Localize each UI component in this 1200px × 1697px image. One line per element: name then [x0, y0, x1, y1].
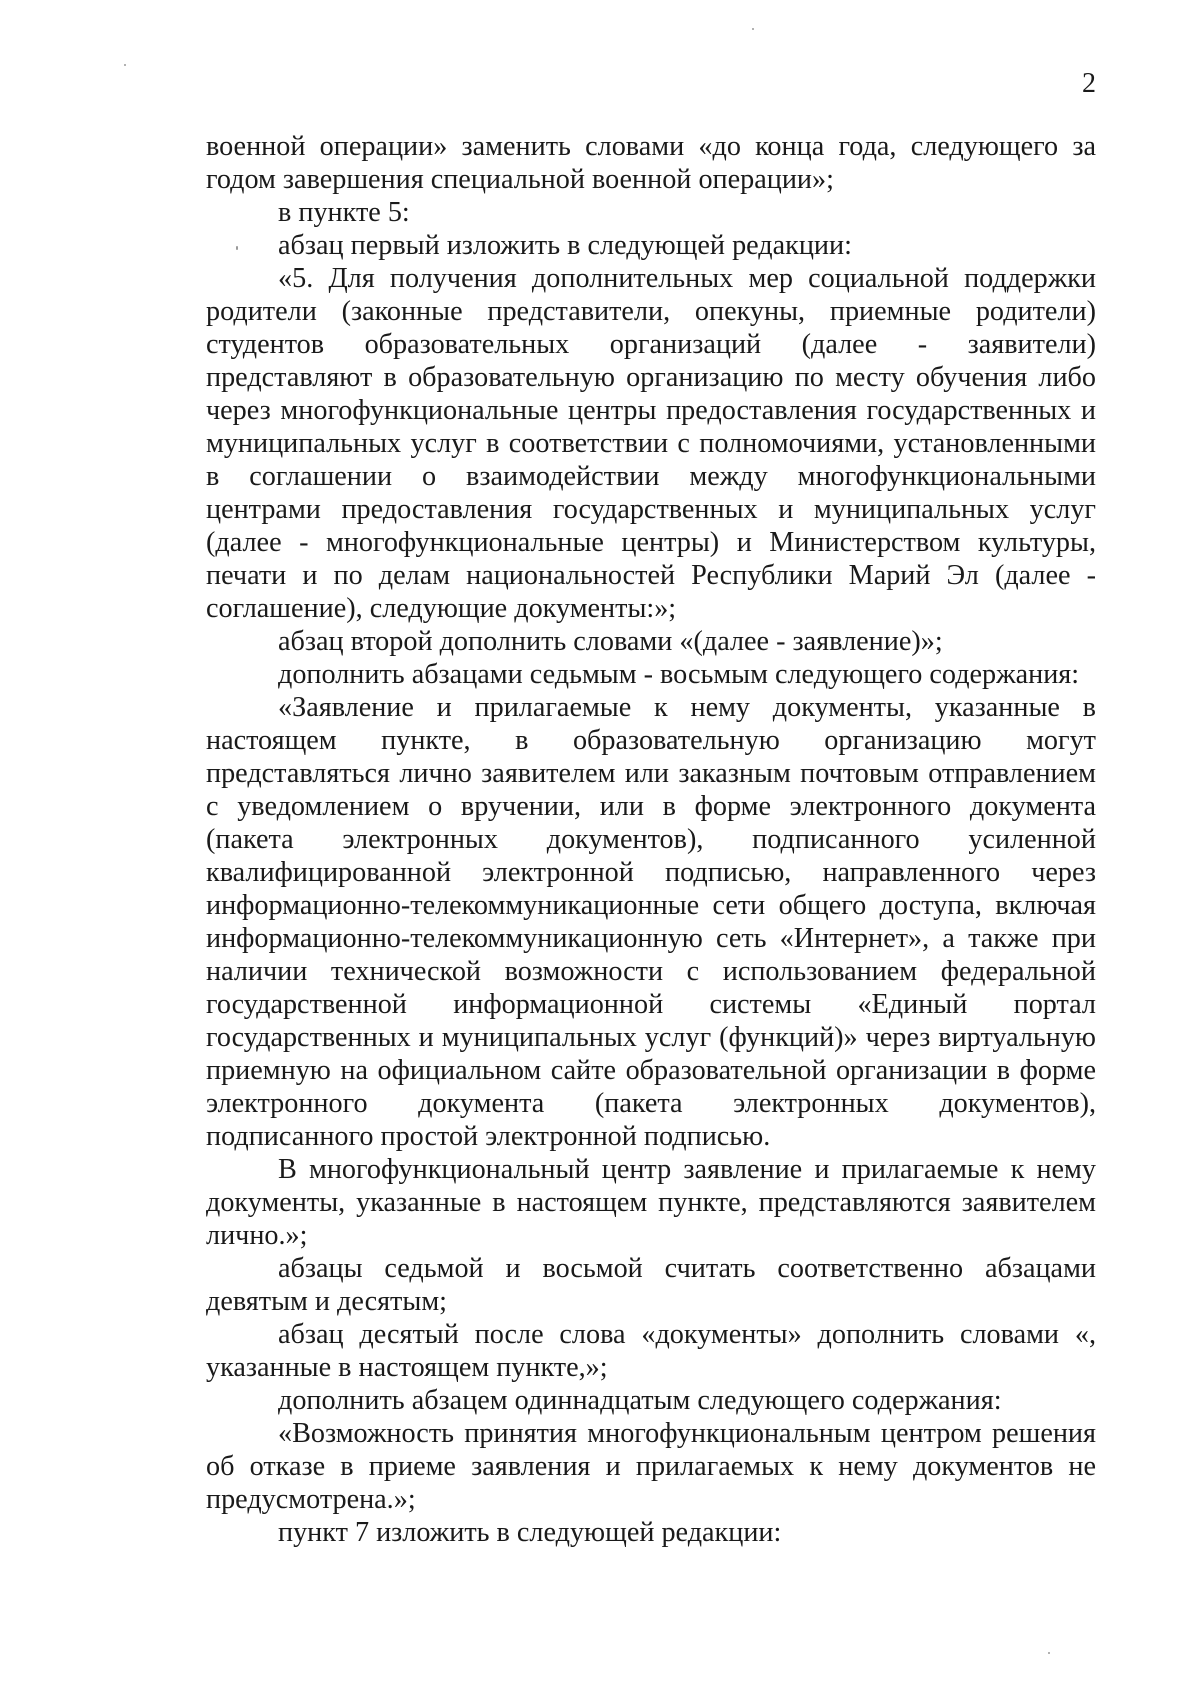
paragraph-6: дополнить абзацами седьмым - восьмым следующего содержания: [278, 659, 1080, 690]
paragraph-1: военной операции» заменить словами «до конца года, следующего за годом завершения специальной военной операции»; [206, 131, 1096, 195]
paragraph-9: абзацы седьмой и восьмой считать соответственно абзацами девятым и десятым; [206, 1253, 1096, 1317]
paragraph-3: абзац первый изложить в следующей редакции: [278, 230, 852, 261]
paragraph-8: В многофункциональный центр заявление и прилагаемые к нему документы, указанные в настоящем пункте, представляются заявителем лично.»; [206, 1154, 1096, 1251]
paragraph-2: в пункте 5: [278, 197, 410, 228]
paragraph-4: «5. Для получения дополнительных мер социальной поддержки родители (законные представители, опекуны, приемные родители) студентов образовательных организаций (далее - заявители) представляют в образовательную организацию по месту обучения либо через многофункциональные центры предоставления государственных и муниципальных услуг в соответствии с полномочиями, установленными в соглашении о взаимодействии между многофункциональными центрами предоставления государственных и муниципальных услуг (далее - многофункциональные центры) и Министерством культуры, печати и по делам национальностей Республики Марий Эл (далее - соглашение), следующие документы:»; [206, 263, 1096, 624]
paragraph-10: абзац десятый после слова «документы» дополнить словами «, указанные в настоящем пункте,»; [206, 1319, 1096, 1383]
paragraph-11: дополнить абзацем одиннадцатым следующего содержания: [278, 1385, 1002, 1416]
paragraph-5: абзац второй дополнить словами «(далее - заявление)»; [278, 626, 943, 657]
paragraph-7: «Заявление и прилагаемые к нему документы, указанные в настоящем пункте, в образовательную организацию могут представляться лично заявителем или заказным почтовым отправлением с уведомлением о вручении, или в форме электронного документа (пакета электронных документов), подписанного усиленной квалифицированной электронной подписью, направленного через информационно-телекоммуникационные сети общего доступа, включая информационно-телекоммуникационную сеть «Интернет», а также при наличии технической возможности с использованием федеральной государственной информационной системы «Единый портал государственных и муниципальных услуг (функций)» через виртуальную приемную на официальном сайте образовательной организации в форме электронного документа (пакета электронных документов), подписанного простой электронной подписью. [206, 692, 1096, 1152]
scan-speck [752, 28, 754, 30]
paragraph-12: «Возможность принятия многофункциональным центром решения об отказе в приеме заявления и прилагаемых к нему документов не предусмотрена.»; [206, 1418, 1096, 1515]
scan-speck [1048, 1652, 1050, 1654]
document-body [206, 130, 1096, 1549]
scan-speck [236, 246, 238, 250]
page-number: 2 [1082, 68, 1096, 99]
scan-speck [124, 64, 126, 66]
paragraph-13: пункт 7 изложить в следующей редакции: [278, 1517, 782, 1548]
